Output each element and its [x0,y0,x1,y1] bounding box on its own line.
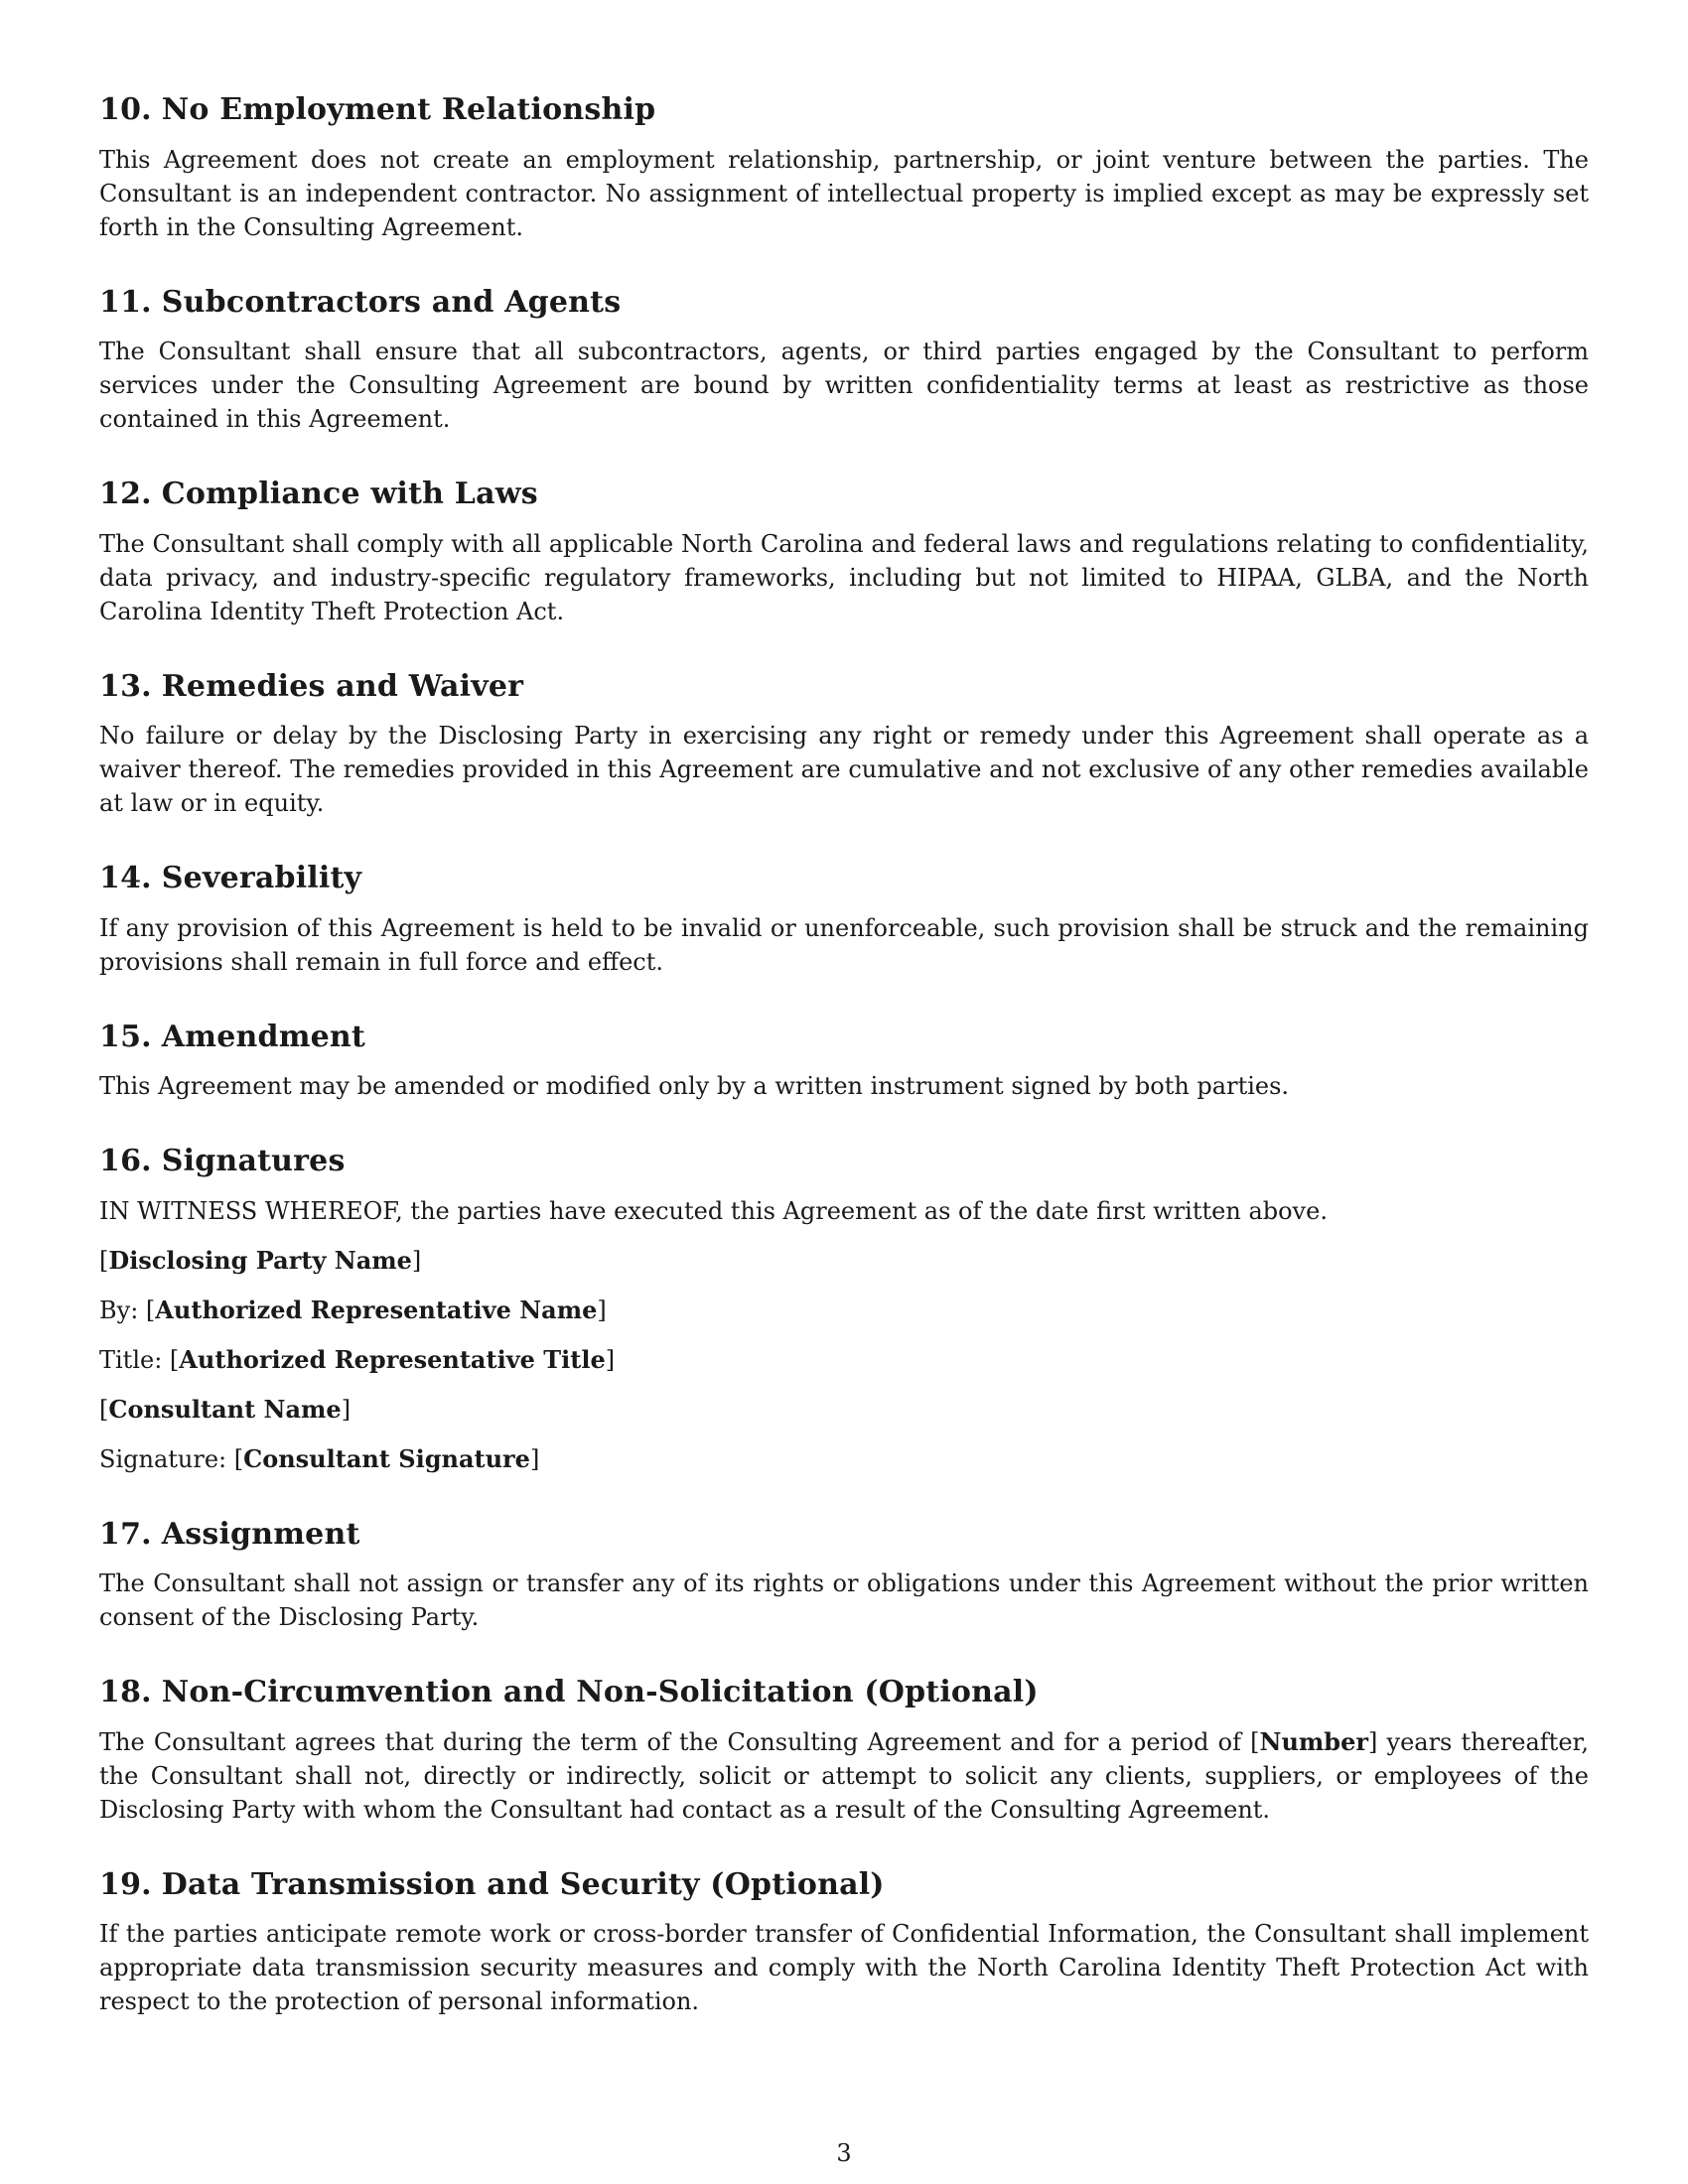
document-page [99,91,1589,2058]
section-body: The Consultant shall comply with all applicable North Carolina and federal laws and regulations relating to confidentiality, data privacy, and industry-specific regulatory frameworks, including but not limited to HIPAA, GLBA, and the North Carolina Identity Theft Protection Act. [99,529,1589,625]
section-heading: 16. Signatures [99,1144,346,1178]
section-body: The Consultant agrees that during the term of the Consulting Agreement and for a period of [Number] years thereafter, the Consultant shall not, directly or indirectly, solicit or attempt to solicit any clients, suppliers, or employees of the Disclosing Party with whom the Consultant had contact as a result of the Consulting Agreement. [99,1726,1589,1824]
section-16-signatures [99,1143,1589,1476]
section-heading: 18. Non-Circumvention and Non-Solicitation (Optional) [99,1675,1039,1709]
section-body: The Consultant shall not assign or transfer any of its rights or obligations under this Agreement without the prior written consent of the Disclosing Party. [99,1570,1589,1631]
section-17 [99,1516,1589,1635]
section-body: No failure or delay by the Disclosing Party in exercising any right or remedy under this Agreement shall operate as a waiver thereof. The remedies provided in this Agreement are cumulative and not exclusive of any other remedies available at law or in equity. [99,722,1589,817]
section-heading: 13. Remedies and Waiver [99,668,524,704]
page-number: 3 [836,2139,852,2167]
section-body: If the parties anticipate remote work or cross-border transfer of Confidential Information, the Consultant shall implement appropriate data transmission security measures and comply with the North Carolina Identity Theft Protection Act with respect to the protection of personal information. [99,1920,1589,2015]
section-heading: 15. Amendment [99,1019,365,1054]
section-heading: 17. Assignment [99,1516,360,1552]
consultant-name-line: [Consultant Name] [99,1394,352,1424]
signature-intro: IN WITNESS WHEREOF, the parties have executed this Agreement as of the date first written above. [99,1196,1328,1225]
section-11 [99,284,1589,437]
section-body: If any provision of this Agreement is held to be invalid or unenforceable, such provision shall be struck and the remaining provisions shall remain in full force and effect. [99,913,1589,976]
section-heading: 11. Subcontractors and Agents [99,284,622,320]
section-19 [99,1866,1589,2019]
section-heading: 19. Data Transmission and Security (Optional) [99,1866,885,1902]
section-13 [99,668,1589,821]
section-14 [99,860,1589,979]
section-heading: 10. No Employment Relationship [99,92,656,127]
by-line: By: [Authorized Representative Name] [99,1295,607,1324]
section-18 [99,1674,1589,1827]
signature-line: Signature: [Consultant Signature] [99,1443,540,1473]
section-body: The Consultant shall ensure that all subcontractors, agents, or third parties engaged by the Consultant to perform services under the Consulting Agreement are bound by written confidentiality terms at least as restrictive as those contained in this Agreement. [99,338,1589,433]
section-body: This Agreement may be amended or modified only by a written instrument signed by both parties. [99,1072,1290,1100]
section-heading: 14. Severability [99,861,362,895]
title-line: Title: [Authorized Representative Title] [99,1344,616,1374]
disclosing-party-name-line: [Disclosing Party Name] [99,1245,422,1275]
section-12 [99,476,1589,628]
section-heading: 12. Compliance with Laws [99,477,538,511]
section-body: This Agreement does not create an employment relationship, partnership, or joint venture between the parties. The Consultant is an independent contractor. No assignment of intellectual property is implied except as may be expressly set forth in the Consulting Agreement. [99,145,1589,241]
section-15 [99,1019,1589,1104]
section-10 [99,91,1589,244]
